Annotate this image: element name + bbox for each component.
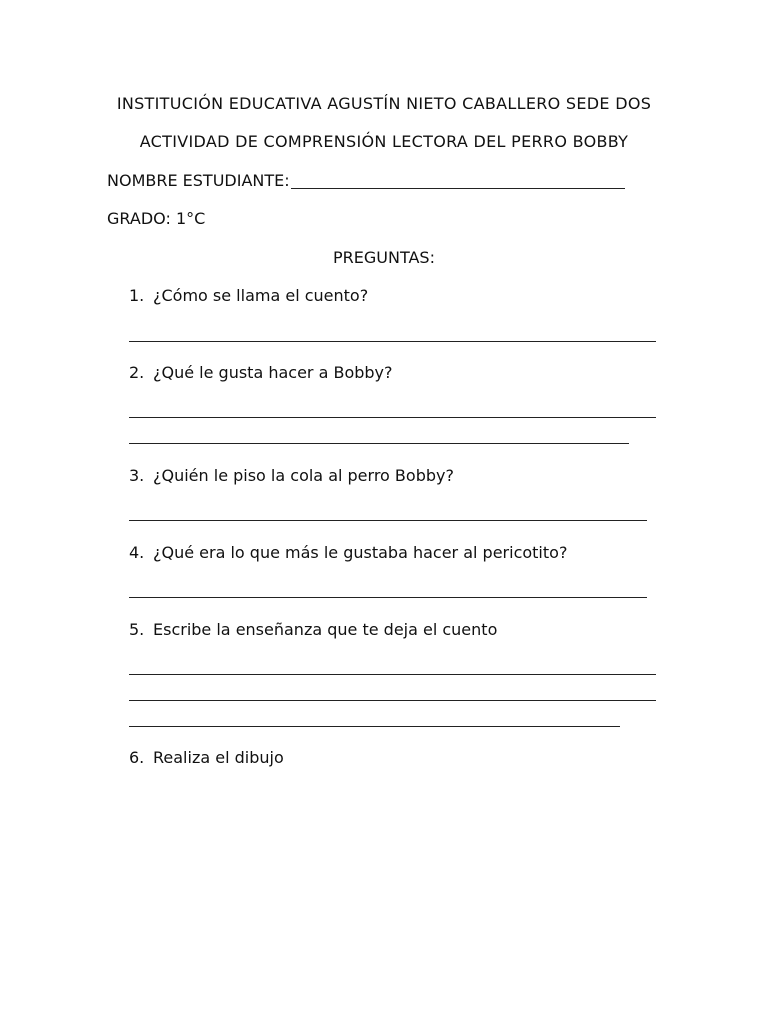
question-number: 5.: [129, 620, 145, 639]
question-number: 1.: [129, 286, 145, 305]
question-6: [129, 748, 284, 768]
question-number: 4.: [129, 543, 145, 562]
answer-line-4a[interactable]: [129, 597, 647, 598]
activity-title: ACTIVIDAD DE COMPRENSIÓN LECTORA DEL PERRO BOBBY: [139, 132, 629, 151]
answer-line-5b[interactable]: [129, 700, 656, 701]
question-text: ¿Qué le gusta hacer a Bobby?: [153, 363, 393, 382]
question-2: [129, 363, 393, 383]
institution-title: INSTITUCIÓN EDUCATIVA AGUSTÍN NIETO CABALLERO SEDE DOS: [116, 94, 652, 113]
question-number: 2.: [129, 363, 145, 382]
question-4: [129, 543, 567, 563]
answer-line-2b[interactable]: [129, 443, 629, 444]
drawing-area[interactable]: [129, 780, 656, 1000]
question-3: [129, 466, 454, 486]
answer-line-1a[interactable]: [129, 341, 656, 342]
question-number: 6.: [129, 748, 145, 767]
answer-line-5a[interactable]: [129, 674, 656, 675]
answer-line-3a[interactable]: [129, 520, 647, 521]
question-1: [129, 286, 368, 306]
question-text: Realiza el dibujo: [153, 748, 284, 767]
answer-line-5c[interactable]: [129, 726, 620, 727]
student-name-label: NOMBRE ESTUDIANTE:: [107, 171, 290, 190]
student-name-blank[interactable]: [291, 188, 625, 189]
question-text: Escribe la enseñanza que te deja el cuento: [153, 620, 498, 639]
grade-label: GRADO:: [107, 209, 171, 228]
grade-value: 1°C: [175, 209, 206, 228]
question-text: ¿Quién le piso la cola al perro Bobby?: [153, 466, 454, 485]
question-number: 3.: [129, 466, 145, 485]
question-text: ¿Qué era lo que más le gustaba hacer al pericotito?: [153, 543, 568, 562]
question-text: ¿Cómo se llama el cuento?: [153, 286, 369, 305]
grade-row: [107, 209, 205, 229]
questions-heading: PREGUNTAS:: [333, 248, 435, 267]
answer-line-2a[interactable]: [129, 417, 656, 418]
question-5: [129, 620, 497, 640]
